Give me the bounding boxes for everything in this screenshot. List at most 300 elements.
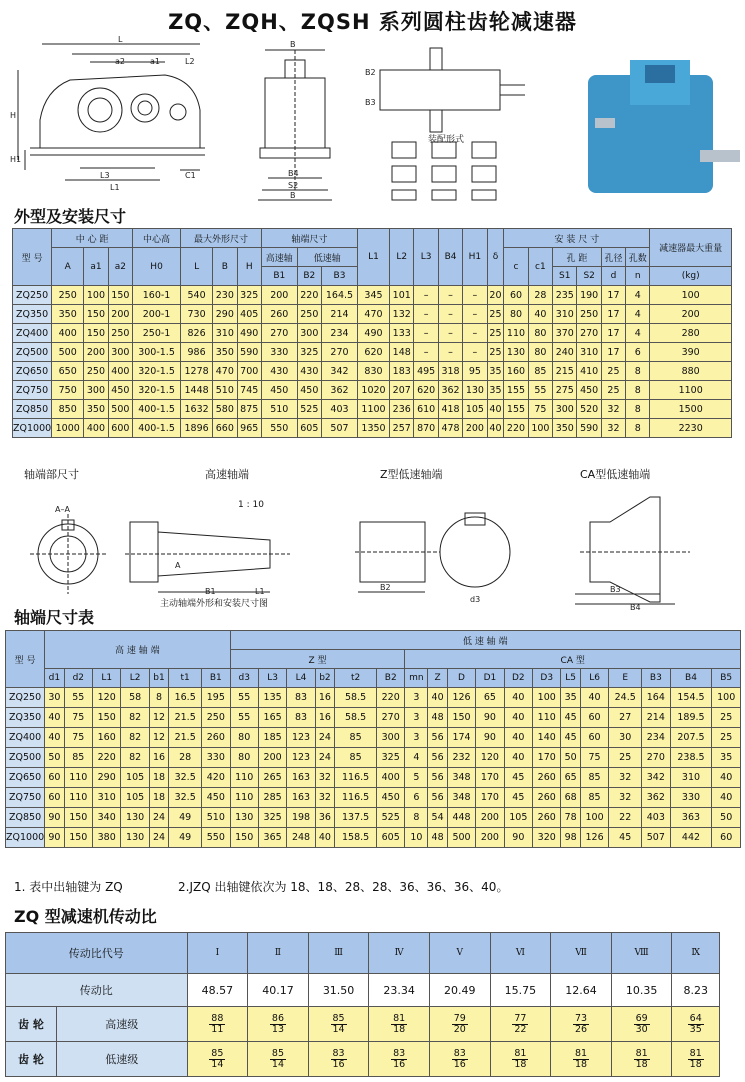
t2-cell: 248 bbox=[287, 828, 315, 848]
section-dimensions: 外型及安装尺寸 bbox=[14, 207, 127, 226]
t2-cell: 310 bbox=[670, 768, 712, 788]
t2-cell: 189.5 bbox=[670, 708, 712, 728]
t1-cell: 25 bbox=[487, 305, 504, 324]
t2-col-header: d1 bbox=[45, 669, 64, 688]
ratio-value: 10.35 bbox=[611, 974, 672, 1007]
t1-model-cell: ZQ650 bbox=[13, 362, 52, 381]
t1-cell: 610 bbox=[414, 400, 438, 419]
t2-cell: 140 bbox=[533, 728, 561, 748]
t2-cell: 90 bbox=[476, 728, 504, 748]
t2-cell: 154.5 bbox=[670, 688, 712, 708]
shaft-fig-caption: 主动轴端外形和安装尺寸图 bbox=[160, 599, 269, 609]
t2-cell: 100 bbox=[580, 808, 608, 828]
t1-model-cell: ZQ750 bbox=[13, 381, 52, 400]
t2-col-header: D bbox=[447, 669, 475, 688]
t2-cell: 82 bbox=[121, 728, 149, 748]
t1-cell: 250 bbox=[84, 362, 108, 381]
t1-cell: 1100 bbox=[650, 381, 732, 400]
t2-cell: 362 bbox=[642, 788, 670, 808]
t2-cell: 448 bbox=[447, 808, 475, 828]
t1-cell: 620 bbox=[414, 381, 438, 400]
gearbox-drawings bbox=[0, 30, 745, 202]
t2-cell: 150 bbox=[230, 828, 258, 848]
ratio-code: Ⅵ bbox=[490, 933, 551, 974]
dim-B2: B2 bbox=[365, 68, 376, 77]
t1-model-cell: ZQ850 bbox=[13, 400, 52, 419]
t1-cell: 1020 bbox=[357, 381, 389, 400]
t2-cell: 58.5 bbox=[335, 688, 377, 708]
t2-cell: 507 bbox=[642, 828, 670, 848]
t2-model-cell: ZQ850 bbox=[6, 808, 45, 828]
t1-cell: 215 bbox=[553, 362, 577, 381]
shaft-fig-label-2: 高速轴端 bbox=[205, 468, 249, 481]
t2-cell: 170 bbox=[533, 748, 561, 768]
t1-cell: 450 bbox=[297, 381, 321, 400]
t1-cell: 330 bbox=[261, 343, 297, 362]
t1-cell: 207 bbox=[390, 381, 414, 400]
ratio-code: Ⅶ bbox=[551, 933, 612, 974]
t2-cell: 116.5 bbox=[335, 768, 377, 788]
ratio-value: 20.49 bbox=[429, 974, 490, 1007]
assembly-forms bbox=[392, 142, 496, 200]
t1-cell: 80 bbox=[528, 324, 552, 343]
t1-cell: – bbox=[438, 324, 462, 343]
t2-model-cell: ZQ500 bbox=[6, 748, 45, 768]
t2-cell: 123 bbox=[287, 728, 315, 748]
shaft-fig-label-3: Z型低速轴端 bbox=[380, 468, 443, 481]
t2-col-header: L2 bbox=[121, 669, 149, 688]
t2-cell: 290 bbox=[93, 768, 121, 788]
high-gear-fraction: $\frac{85}{14}$ bbox=[308, 1007, 369, 1042]
t2-cell: 348 bbox=[447, 788, 475, 808]
svg-text:d3: d3 bbox=[470, 595, 481, 604]
t1-cell: – bbox=[463, 343, 487, 362]
t1-cell: 310 bbox=[213, 324, 237, 343]
t2-cell: 56 bbox=[428, 748, 447, 768]
t2-cell: 260 bbox=[533, 788, 561, 808]
t2-model-cell: ZQ1000 bbox=[6, 828, 45, 848]
t1-model-cell: ZQ500 bbox=[13, 343, 52, 362]
t1-cell: 240 bbox=[553, 343, 577, 362]
t2-cell: 45 bbox=[561, 708, 580, 728]
t1-cell: 8 bbox=[626, 381, 650, 400]
t1-cell: 17 bbox=[601, 343, 625, 362]
t1-cell: 60 bbox=[504, 286, 528, 305]
t1-cell: 830 bbox=[357, 362, 389, 381]
t1-cell: 600 bbox=[108, 419, 132, 438]
t1-cell: 1896 bbox=[181, 419, 213, 438]
t1-cell: 370 bbox=[553, 324, 577, 343]
t1-cell: 1448 bbox=[181, 381, 213, 400]
t2-cell: 45 bbox=[609, 828, 642, 848]
t2-col-header: L4 bbox=[287, 669, 315, 688]
t1-cell: 300 bbox=[297, 324, 321, 343]
t1-cell: 105 bbox=[463, 400, 487, 419]
t1-cell: 300 bbox=[108, 343, 132, 362]
t1-cell: 110 bbox=[504, 324, 528, 343]
t1-cell: – bbox=[463, 286, 487, 305]
t2-cell: 45 bbox=[504, 788, 532, 808]
ratio-value: 48.57 bbox=[187, 974, 248, 1007]
ratio-code: Ⅸ bbox=[672, 933, 720, 974]
t1-cell: 132 bbox=[390, 305, 414, 324]
t2-cell: 403 bbox=[642, 808, 670, 828]
t2-cell: 85 bbox=[64, 748, 92, 768]
t2-cell: 78 bbox=[561, 808, 580, 828]
t1-cell: 350 bbox=[52, 305, 84, 324]
t2-cell: 365 bbox=[258, 828, 286, 848]
low-gear-fraction: $\frac{81}{18}$ bbox=[551, 1042, 612, 1077]
t1-cell: 250-1 bbox=[133, 324, 181, 343]
t2-cell: 30 bbox=[45, 688, 64, 708]
t2-cell: 28 bbox=[169, 748, 202, 768]
t2-cell: 450 bbox=[377, 788, 405, 808]
assembly-label: 装配形式 bbox=[428, 135, 465, 145]
t1-cell: 160-1 bbox=[133, 286, 181, 305]
t2-cell: 58.5 bbox=[335, 708, 377, 728]
t1-cell: – bbox=[414, 305, 438, 324]
dim-a1: a1 bbox=[150, 57, 160, 66]
dim-B3: B3 bbox=[365, 98, 376, 107]
t1-cell: 450 bbox=[108, 381, 132, 400]
t2-cell: 135 bbox=[258, 688, 286, 708]
t1-cell: 300 bbox=[84, 381, 108, 400]
high-gear-fraction: $\frac{69}{30}$ bbox=[611, 1007, 672, 1042]
dim-a2: a2 bbox=[115, 57, 125, 66]
dim-L2: L2 bbox=[185, 57, 195, 66]
low-gear-fraction: $\frac{83}{16}$ bbox=[369, 1042, 430, 1077]
t2-cell: 24.5 bbox=[609, 688, 642, 708]
t1-h-model: 型 号 bbox=[13, 229, 52, 286]
low-gear-fraction: $\frac{85}{14}$ bbox=[187, 1042, 248, 1077]
t1-cell: 450 bbox=[261, 381, 297, 400]
t2-cell: 105 bbox=[504, 808, 532, 828]
t1-cell: 200 bbox=[261, 286, 297, 305]
t1-cell: 35 bbox=[487, 362, 504, 381]
t2-col-header: B4 bbox=[670, 669, 712, 688]
t1-cell: 6 bbox=[626, 343, 650, 362]
t1-cell: – bbox=[438, 305, 462, 324]
t2-cell: 100 bbox=[533, 688, 561, 708]
t2-cell: 32 bbox=[609, 788, 642, 808]
t1-cell: 1350 bbox=[357, 419, 389, 438]
t1-cell: 200 bbox=[650, 305, 732, 324]
t1-cell: 275 bbox=[553, 381, 577, 400]
t2-cell: 40 bbox=[315, 828, 334, 848]
t1-cell: 300 bbox=[553, 400, 577, 419]
t2-cell: 18 bbox=[149, 768, 168, 788]
t1-cell: – bbox=[414, 343, 438, 362]
t1-cell: 133 bbox=[390, 324, 414, 343]
t1-cell: 525 bbox=[297, 400, 321, 419]
t2-cell: 130 bbox=[121, 808, 149, 828]
t1-cell: 100 bbox=[650, 286, 732, 305]
svg-text:B2: B2 bbox=[380, 583, 391, 592]
gearbox-photo bbox=[588, 60, 740, 193]
t2-cell: 85 bbox=[580, 788, 608, 808]
t1-cell: 350 bbox=[84, 400, 108, 419]
t2-cell: 24 bbox=[315, 748, 334, 768]
t1-row bbox=[13, 343, 732, 362]
t2-cell: 120 bbox=[476, 748, 504, 768]
t1-cell: – bbox=[414, 324, 438, 343]
t1-cell: 270 bbox=[577, 324, 601, 343]
t2-cell: 234 bbox=[642, 728, 670, 748]
ratio-value: 15.75 bbox=[490, 974, 551, 1007]
t2-cell: 340 bbox=[93, 808, 121, 828]
t1-cell: 510 bbox=[261, 400, 297, 419]
t1-cell: 270 bbox=[322, 343, 358, 362]
t2-cell: 90 bbox=[476, 708, 504, 728]
t1-cell: 403 bbox=[322, 400, 358, 419]
t2-col-header: b1 bbox=[149, 669, 168, 688]
t1-row bbox=[13, 419, 732, 438]
t2-cell: 165 bbox=[258, 708, 286, 728]
t2-cell: 220 bbox=[93, 748, 121, 768]
t1-cell: 450 bbox=[577, 381, 601, 400]
t2-cell: 30 bbox=[609, 728, 642, 748]
t2-cell: 55 bbox=[230, 688, 258, 708]
t1-cell: 507 bbox=[322, 419, 358, 438]
t1-cell: 880 bbox=[650, 362, 732, 381]
t1-cell: 4 bbox=[626, 305, 650, 324]
t2-col-header: Z bbox=[428, 669, 447, 688]
dim-L1: L1 bbox=[110, 183, 120, 192]
t1-cell: 350 bbox=[553, 419, 577, 438]
ratio-code: Ⅴ bbox=[429, 933, 490, 974]
t1-cell: 200 bbox=[108, 305, 132, 324]
t2-cell: 85 bbox=[335, 728, 377, 748]
t1-cell: 750 bbox=[52, 381, 84, 400]
t2-cell: 83 bbox=[287, 708, 315, 728]
ratio-value: 8.23 bbox=[672, 974, 720, 1007]
t1-row bbox=[13, 305, 732, 324]
t2-cell: 320 bbox=[533, 828, 561, 848]
t2-cell: 270 bbox=[642, 748, 670, 768]
t2-cell: 35 bbox=[561, 688, 580, 708]
t2-col-header: L5 bbox=[561, 669, 580, 688]
t1-cell: 965 bbox=[237, 419, 261, 438]
t2-cell: 35 bbox=[712, 748, 741, 768]
t2-col-header: L1 bbox=[93, 669, 121, 688]
t2-cell: 500 bbox=[447, 828, 475, 848]
t1-cell: 8 bbox=[626, 400, 650, 419]
t2-cell: 330 bbox=[202, 748, 230, 768]
shaft-fig-label-1: 轴端部尺寸 bbox=[24, 468, 79, 481]
t1-cell: 95 bbox=[463, 362, 487, 381]
t2-cell: 380 bbox=[93, 828, 121, 848]
t1-cell: 430 bbox=[297, 362, 321, 381]
t2-col-header: L3 bbox=[258, 669, 286, 688]
t2-cell: 420 bbox=[202, 768, 230, 788]
t1-cell: 80 bbox=[504, 305, 528, 324]
t2-cell: 285 bbox=[258, 788, 286, 808]
t1-cell: 130 bbox=[463, 381, 487, 400]
t2-cell: 238.5 bbox=[670, 748, 712, 768]
t1-cell: 520 bbox=[577, 400, 601, 419]
ratio-value: 12.64 bbox=[551, 974, 612, 1007]
t1-cell: 418 bbox=[438, 400, 462, 419]
t1-cell: 130 bbox=[504, 343, 528, 362]
t1-cell: 310 bbox=[577, 343, 601, 362]
t2-cell: 18 bbox=[149, 788, 168, 808]
t1-cell: 300-1.5 bbox=[133, 343, 181, 362]
t2-col-header: B3 bbox=[642, 669, 670, 688]
t2-cell: 174 bbox=[447, 728, 475, 748]
ratio-code: Ⅰ bbox=[187, 933, 248, 974]
t1-cell: 55 bbox=[528, 381, 552, 400]
t2-cell: 170 bbox=[476, 788, 504, 808]
ratio-code: Ⅷ bbox=[611, 933, 672, 974]
t2-cell: 150 bbox=[447, 708, 475, 728]
t1-cell: 700 bbox=[237, 362, 261, 381]
t2-cell: 60 bbox=[45, 788, 64, 808]
t2-row bbox=[6, 768, 741, 788]
t1-cell: 660 bbox=[213, 419, 237, 438]
t1-cell: 230 bbox=[213, 286, 237, 305]
t2-cell: 40 bbox=[45, 728, 64, 748]
t1-cell: 17 bbox=[601, 286, 625, 305]
high-gear-fraction: $\frac{88}{11}$ bbox=[187, 1007, 248, 1042]
svg-text:A: A bbox=[175, 561, 181, 570]
t2-cell: 150 bbox=[64, 808, 92, 828]
t1-cell: 150 bbox=[84, 305, 108, 324]
t2-cell: 10 bbox=[405, 828, 428, 848]
low-gear-fraction: $\frac{81}{18}$ bbox=[490, 1042, 551, 1077]
t2-cell: 150 bbox=[93, 708, 121, 728]
t2-cell: 220 bbox=[377, 688, 405, 708]
t2-cell: 200 bbox=[258, 748, 286, 768]
t1-cell: 4 bbox=[626, 324, 650, 343]
low-gear-fraction: $\frac{83}{16}$ bbox=[429, 1042, 490, 1077]
t2-cell: 16 bbox=[315, 708, 334, 728]
t2-col-header: b2 bbox=[315, 669, 334, 688]
t1-cell: 32 bbox=[601, 400, 625, 419]
t2-cell: 24 bbox=[149, 808, 168, 828]
t1-cell: 8 bbox=[626, 362, 650, 381]
note-1: 1. 表中出轴键为 ZQ bbox=[14, 880, 123, 894]
t2-cell: 40 bbox=[504, 688, 532, 708]
t1-cell: 362 bbox=[322, 381, 358, 400]
t1-row bbox=[13, 400, 732, 419]
t2-cell: 68 bbox=[561, 788, 580, 808]
t1-cell: 40 bbox=[487, 419, 504, 438]
t2-cell: 40 bbox=[504, 728, 532, 748]
t2-cell: 54 bbox=[428, 808, 447, 828]
t2-cell: 126 bbox=[580, 828, 608, 848]
t1-cell: 148 bbox=[390, 343, 414, 362]
t1-cell: – bbox=[438, 286, 462, 305]
t2-cell: 110 bbox=[533, 708, 561, 728]
t1-cell: 100 bbox=[84, 286, 108, 305]
shaft-fig-label-4: CA型低速轴端 bbox=[580, 468, 651, 481]
t1-cell: 478 bbox=[438, 419, 462, 438]
t1-cell: 590 bbox=[577, 419, 601, 438]
svg-text:B3: B3 bbox=[610, 585, 621, 594]
t1-cell: 318 bbox=[438, 362, 462, 381]
t2-row bbox=[6, 808, 741, 828]
t2-cell: 32 bbox=[315, 768, 334, 788]
t2-cell: 260 bbox=[533, 808, 561, 828]
low-gear-fraction: $\frac{81}{18}$ bbox=[672, 1042, 720, 1077]
t2-cell: 207.5 bbox=[670, 728, 712, 748]
t2-cell: 158.5 bbox=[335, 828, 377, 848]
t1-cell: 32 bbox=[601, 419, 625, 438]
t2-cell: 24 bbox=[149, 828, 168, 848]
t1-cell: 1632 bbox=[181, 400, 213, 419]
dim-L: L bbox=[118, 35, 123, 44]
t2-cell: 16 bbox=[149, 748, 168, 768]
t2-col-header: B5 bbox=[712, 669, 741, 688]
t2-cell: 55 bbox=[64, 688, 92, 708]
t2-cell: 50 bbox=[45, 748, 64, 768]
t2-cell: 137.5 bbox=[335, 808, 377, 828]
t2-cell: 110 bbox=[230, 768, 258, 788]
t1-cell: 190 bbox=[577, 286, 601, 305]
t2-cell: 163 bbox=[287, 788, 315, 808]
t1-cell: 235 bbox=[553, 286, 577, 305]
t2-cell: 90 bbox=[504, 828, 532, 848]
t2-cell: 6 bbox=[405, 788, 428, 808]
t2-cell: 8 bbox=[149, 688, 168, 708]
t2-col-header: t2 bbox=[335, 669, 377, 688]
t1-cell: 25 bbox=[601, 362, 625, 381]
svg-text:B1: B1 bbox=[205, 587, 216, 596]
t1-cell: 730 bbox=[181, 305, 213, 324]
t2-col-header: L6 bbox=[580, 669, 608, 688]
t2-cell: 348 bbox=[447, 768, 475, 788]
taper-label: 1 : 10 bbox=[238, 500, 264, 510]
t2-cell: 195 bbox=[202, 688, 230, 708]
t2-col-header: d2 bbox=[64, 669, 92, 688]
t2-col-header: B2 bbox=[377, 669, 405, 688]
t2-cell: 525 bbox=[377, 808, 405, 828]
t1-cell: 410 bbox=[577, 362, 601, 381]
t1-cell: 234 bbox=[322, 324, 358, 343]
t2-cell: 510 bbox=[202, 808, 230, 828]
t1-cell: 345 bbox=[357, 286, 389, 305]
t2-cell: 5 bbox=[405, 768, 428, 788]
t1-cell: 986 bbox=[181, 343, 213, 362]
t1-cell: 495 bbox=[414, 362, 438, 381]
t2-cell: 48 bbox=[428, 828, 447, 848]
t2-row bbox=[6, 788, 741, 808]
dim-S2: S2 bbox=[288, 181, 299, 190]
dim-L3: L3 bbox=[100, 171, 110, 180]
t2-cell: 160 bbox=[93, 728, 121, 748]
t1-row bbox=[13, 381, 732, 400]
high-gear-fraction: $\frac{64}{35}$ bbox=[672, 1007, 720, 1042]
dim-H1: H1 bbox=[10, 155, 22, 164]
t2-cell: 164 bbox=[642, 688, 670, 708]
t1-cell: – bbox=[414, 286, 438, 305]
t2-cell: 110 bbox=[64, 768, 92, 788]
t2-cell: 80 bbox=[230, 728, 258, 748]
t2-cell: 25 bbox=[712, 708, 741, 728]
t2-cell: 12 bbox=[149, 708, 168, 728]
t2-col-header: B1 bbox=[202, 669, 230, 688]
t2-cell: 12 bbox=[149, 728, 168, 748]
t1-cell: 470 bbox=[213, 362, 237, 381]
t2-cell: 60 bbox=[580, 708, 608, 728]
shaft-table: 型 号 高 速 轴 端 低 速 轴 端 Z 型 CA 型 d1 d2 L1 L2 b1 t1 B1 d3 L3 L4 b2 t2 B2 mn Z D D1 D2 D3 L5 L6 E B3 B4 B5 ZQ250 30 55 120 58 8 16.5 195 55 135 83 16 58.5 220 3 40 126 65 40 100 35 40 24.5 164 154.5 100 ZQ350 40 75 150 82 12 21.5 250 55 165 83 16 58.5 270 3 48 150 90 40 110 45 60 27 214 189.5 25 ZQ400 40 75 160 82 12 21.5 260 80 185 123 24 85 300 3 56 174 90 40 140 45 60 30 234 207.5 25 ZQ500 50 85 220 82 16 28 330 80 200 123 24 85 325 4 56 232 120 40 170 50 75 25 270 238.5 35 ZQ650 60 110 290 105 18 32.5 420 110 265 163 32 116.5 400 5 56 348 170 45 260 65 85 32 342 310 40 ZQ750 60 110 310 105 18 32.5 450 110 285 163 32 116.5 450 6 56 348 170 45 260 68 85 32 362 330 40 ZQ850 90 150 340 130 24 49 510 130 325 198 36 137.5 525 8 54 448 200 105 260 78 100 22 403 363 50 ZQ1000 90 150 380 130 24 49 550 150 365 248 40 158.5 605 10 48 500 200 90 320 98 126 45 507 442 60 bbox=[5, 630, 741, 848]
t2-cell: 3 bbox=[405, 688, 428, 708]
t1-cell: 17 bbox=[601, 305, 625, 324]
t2-cell: 40 bbox=[504, 748, 532, 768]
ratio-value: 31.50 bbox=[308, 974, 369, 1007]
t1-cell: 325 bbox=[297, 343, 321, 362]
t2-cell: 250 bbox=[202, 708, 230, 728]
